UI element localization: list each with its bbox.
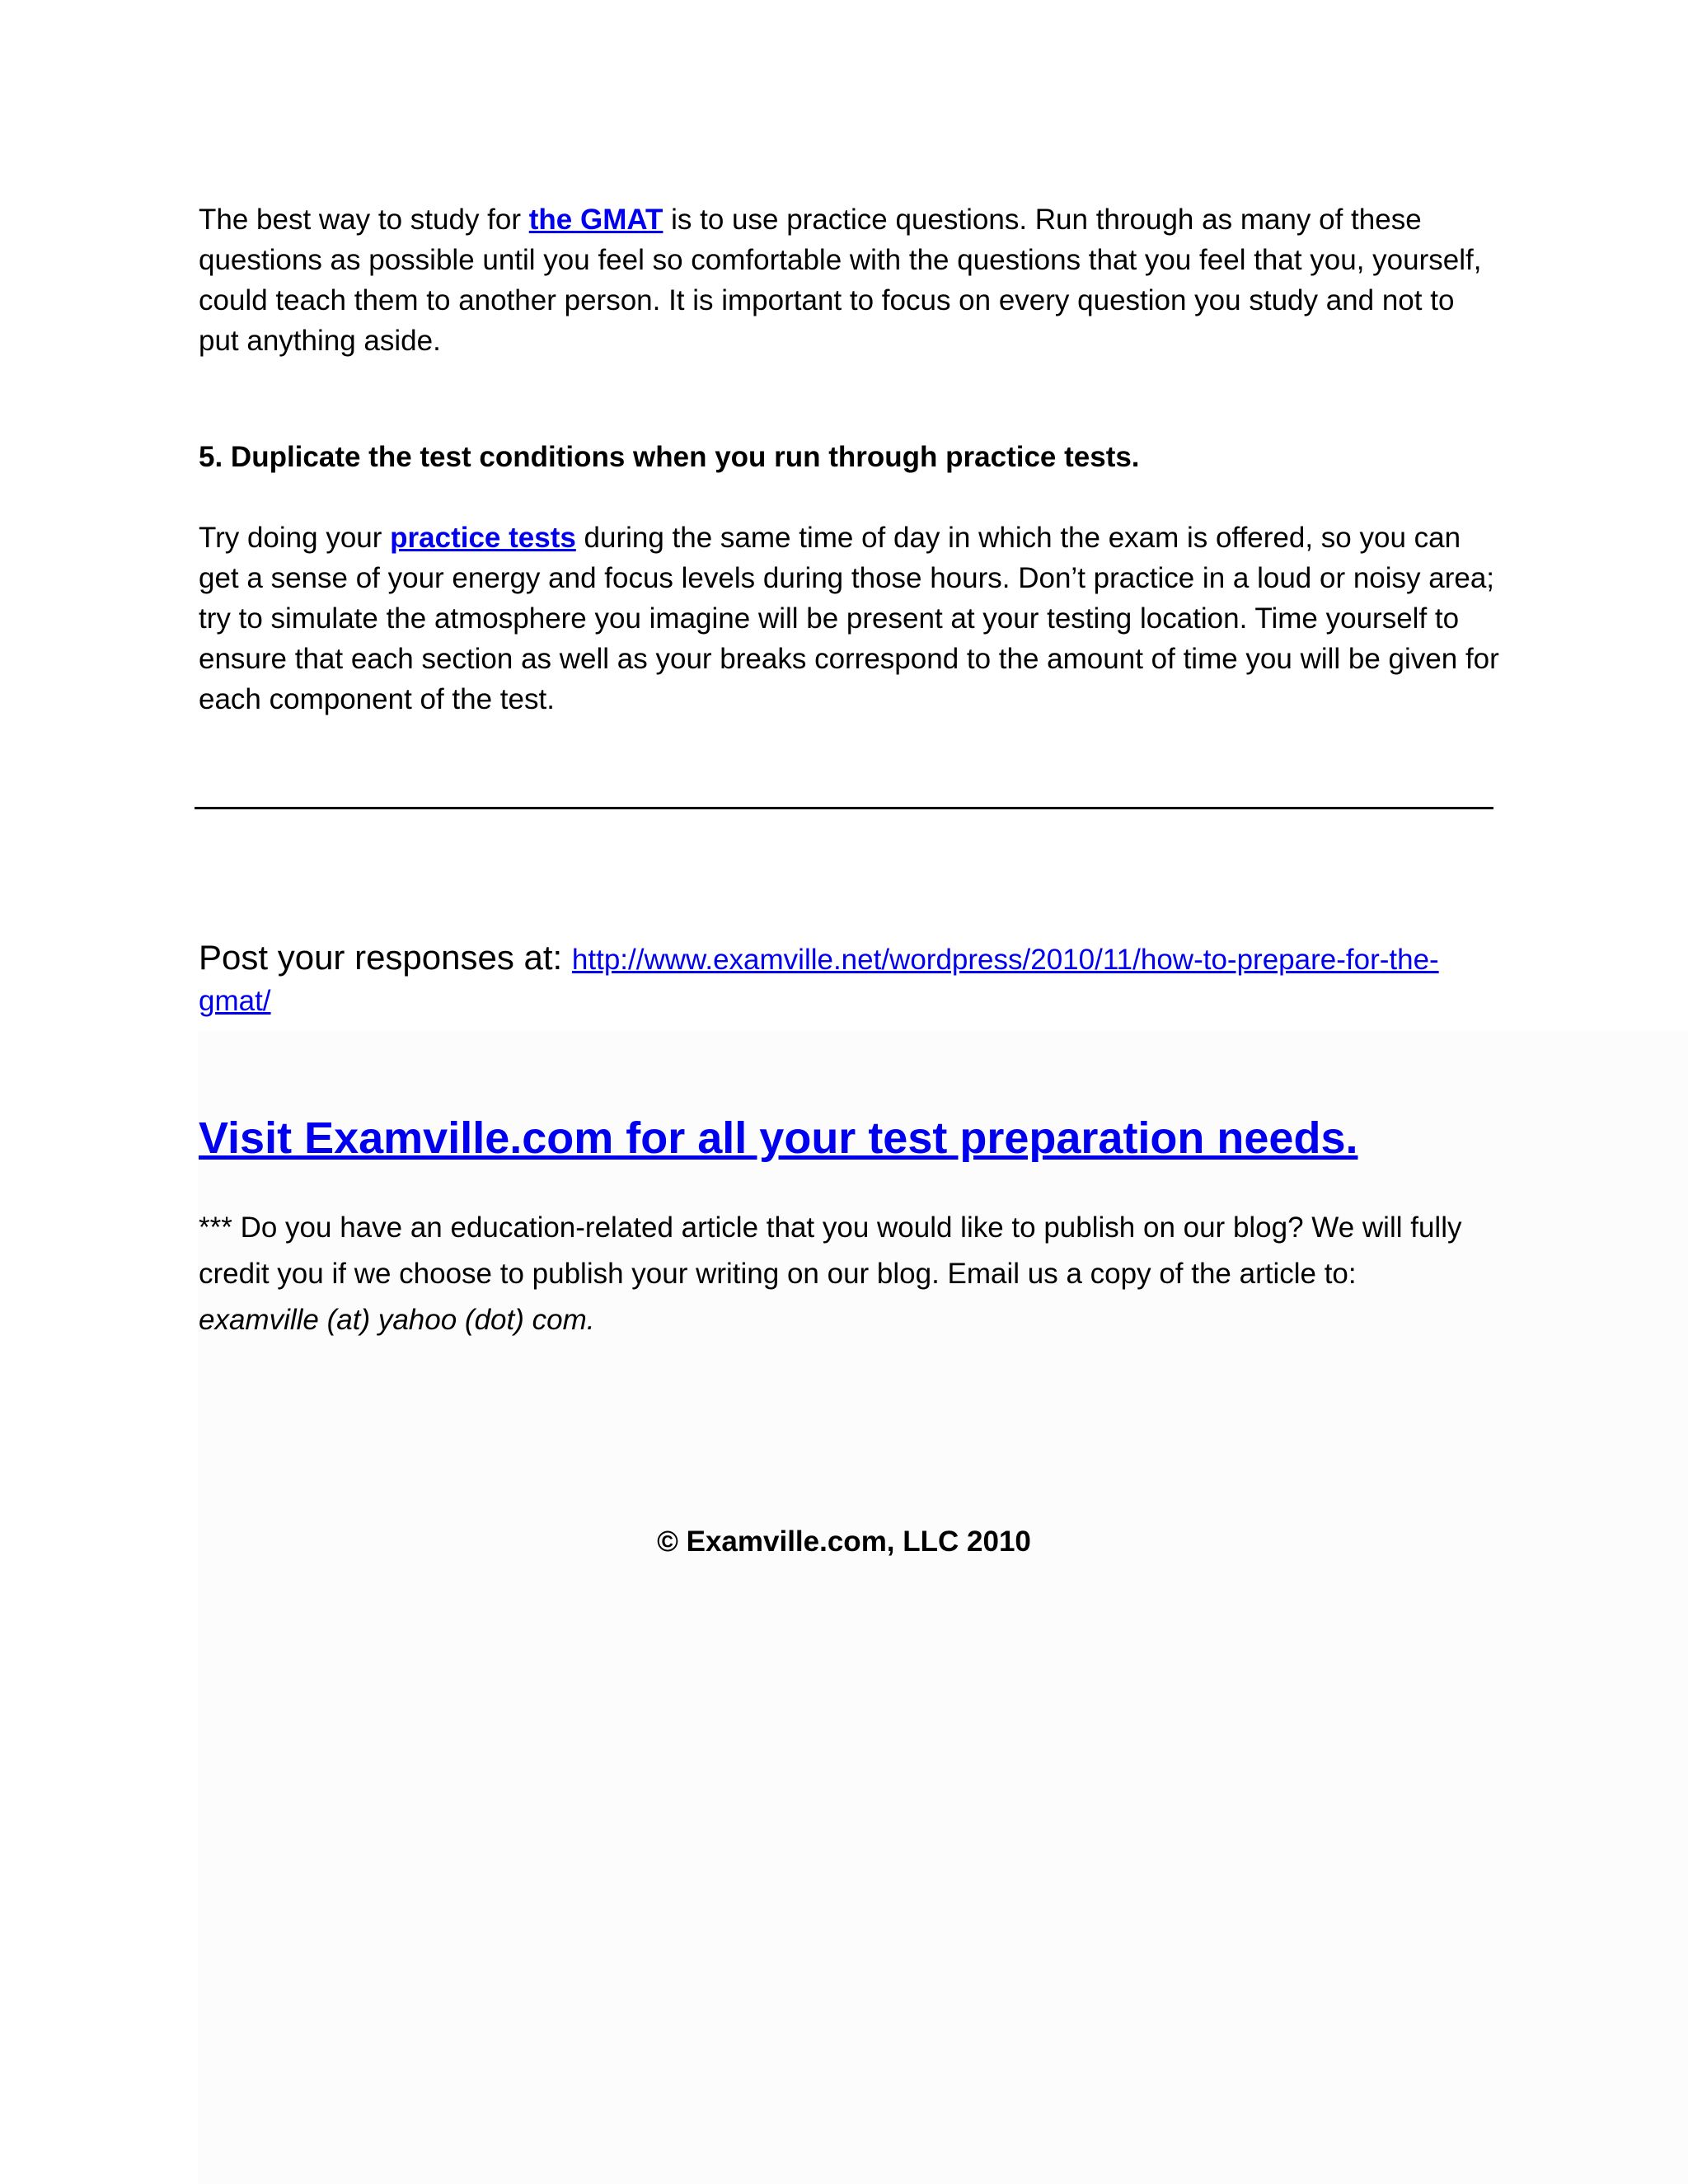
practice-tests-link[interactable]: practice tests [390,522,576,554]
paragraph-text-start: Try doing your [199,522,391,554]
horizontal-divider [195,807,1493,809]
contact-email: examville (at) yahoo (dot) com. [199,1304,595,1336]
post-responses-label: Post your responses at: [199,938,572,977]
paragraph-text-end: during the same time of day in which the exam is offered, so you can get a sense of your energy and focus levels during those hours. Don’t practice in a loud or noisy area; try to simulate the atmosphere you imagine will be present at your testing location. Time yourself to ensure that each section as well as your breaks correspond to the amount of time you will be given for each component of the test. [199,522,1499,715]
paragraph-text-end: is to use practice questions. Run through as many of these questions as possible until you feel so comfortable with the questions that you feel that you, yourself, could teach them to another person. It is important to focus on every question you study and not to put anything aside. [199,204,1482,357]
note-text: *** Do you have an education-related article that you would like to publish on our blog? We will fully credit you if we choose to publish your writing on our blog. Email us a copy of the article to: [199,1212,1462,1290]
section-5-heading: 5. Duplicate the test conditions when you run through practice tests. [199,441,1140,473]
test-conditions-paragraph [199,518,1501,719]
study-practice-paragraph [199,199,1501,361]
visit-examville-link[interactable]: Visit Examville.com for all your test preparation needs. [199,1113,1358,1163]
article-submission-note [199,1205,1484,1343]
paragraph-text-start: The best way to study for [199,204,529,236]
page-shading [198,1030,1688,2184]
article-body [199,199,1501,719]
the-gmat-link[interactable]: the GMAT [528,204,663,236]
copyright-notice: © Examville.com, LLC 2010 [657,1526,1031,1558]
post-responses-url-link[interactable]: http://www.examville.net/wordpress/2010/11/how-to-prepare-for-the-gmat/ [199,944,1439,1017]
post-responses-line [199,936,1501,1022]
